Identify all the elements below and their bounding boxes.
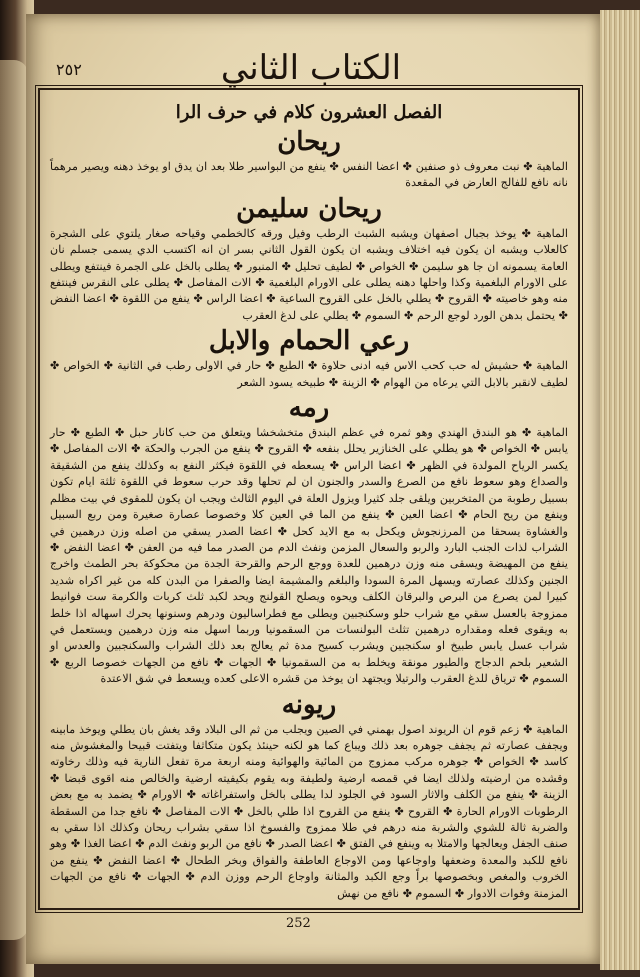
entry-title: ريحان (277, 127, 341, 157)
page-number-top: ٢٥٢ (56, 60, 82, 79)
running-header (26, 48, 600, 92)
entry-rayi-alhamam (50, 326, 568, 391)
entry-rayhan-sulayman (50, 194, 568, 324)
entry-title: رعي الحمام والابل (208, 326, 410, 357)
entry-text: الماهية ✤ هو البندق الهندي وهو ثمره في عظم البندق متخشخشا ويتعلق من حب كانار حبل ✤ الطبع ✤ حار يابس ✤ الخواص ✤ هو يطلي على الخنازير يحلل بنفعه ✤ القروح ✤ ينفع من الجرب والحكة ✤ الات المفاصل ✤ يكسر الرياح المولدة في الظهر ✤ اعضا الراس ✤ يسعطه في اللقوة فيكثر النفع به وكذلك ينفع من الشقيقة والصداع وهو سعوط نافع من الصرع والسدر والجنون ان لم تحلها وقد حرب سعوط في اللقوة ثلثة ايام تكون بسبيل رطوبة من المتخربين ويلقى جلد كثيرا ويزول العلة في اليوم الثالث ويجب ان يكون للمقوى في بيت مظلم وينفع من ريح الحام ✤ اعضا العين ✤ ينفع من الما في العين كلا وخصوصا عصارة صغيرة ومن ربع السبيل والغشاوة يسحقا من المرزنجوش ويكحل به مع الايد كحل ✤ اعضا الصدر يسقي من اصله وزن درهمين في الشراب لذات الجنب البارد والربو والسعال المزمن ونفث الدم من الصدر مما فيه من العفن ✤ اعضا النفض ✤ ينفع من المهيضة ويسقى منه وزن درهمين للعدة ووجع الرحم والقرحة الجدة من محكوكة بحر الطمث واخرج الجنين وكذلك عصارته ويسهل المرة السودا والبلغم والمشيمة ايضا والصفرا من البدن كله من غير اكراه شديد كبيرا لمن يصرع من البرص والبرقان الكلف ويحوه ويصلح القولنج ويحد لكبد ثلث كربات والكرمة ست فوانيط ممزوجة بالعسل سقي مع شراب حلو وسكنجبين ويطلى مع فطراساليون ودرهم وسنونها يحرك اسهاله اذا خلط به ويقوى فعله ومقداره درهمين تثلث البولنسات من السقمونيا وربما اسهل منه وزن درهمين ويستعمل في شراب عسل يابس طبيخ او سكنجبين ويشرب كسيح مدة ثم يعالج بعد ذلك الشراب والسكنجبين والعدس او الشعير بلحم الدجاج والطيور مونقة ويخلط به من السقمونيا ✤ الجهات ✤ نافع من الجهات خصوصا الربع ✤ السموم ✤ ترياق للدغ العقرب والرتيلا ويجتهد ان يوخذ من قشره الاعلى كعده ويسعط في شق الاعتدة (50, 426, 568, 686)
chapter-heading: الفصل العشرون كلام في حرف الرا (175, 102, 443, 123)
entry-text: الماهية ✤ يوخذ بجبال اصفهان ويشبه الشبث الرطب وفيل ورقه كالخطمي وقياحه صغار يلتوي على الشجرة كالعلاب ويشبه ان يكون فيه اختلاف ويشبه ان يكون القول الثاني بسر ان انه اكتسب الدي يسمى جسلم نان العامة يسمونه ان جا هو سليمن ✤ الخواص ✤ لطيف تحليل ✤ المنبور ✤ يطلى بالخل على الجمرة فينتفع ويطلى على الاورام البلغمية وكذا واحلها دهنه يطلى على الاورام البلغمية ✤ الات المفاصل ✤ يطلى على النقرس فينتفع منه وهو خاصيته ✤ القروح ✤ يطلي بالخل على القروح الساعية ✤ اعضا الراس ✤ ينفع من اللقوة ✤ اعضا النفض ✤ يحتمل بدهن الورد لوجع الرحم ✤ السموم ✤ يطلي على لدغ العقرب (50, 226, 568, 322)
entry-ramah (50, 393, 568, 688)
previous-page-edge (0, 60, 28, 940)
page-stack-edge (600, 10, 640, 970)
entry-rayhan (50, 127, 568, 192)
page-content (50, 96, 568, 902)
entry-text: الماهية ✤ زعم قوم ان الريوند اصول بهمني في الصين ويجلب من ثم الى البلاد وقد يغش بان يطلي ويوخذ مابينه ويجفف عصارته ثم يجفف جوهره بعد ذلك ويباع كما هو لكنه حينئذ يكون متكاثفا ويتفتت قبيحا والمغشوش منه كاسد ✤ الخواص ✤ جوهره مركب ممزوج من المائية والهوائية ومنه اربعة مرة تفعل النارية فيه وذلك رخاوته وقشده من ارضيته ولذلك ايضا في قمصه ارضية ولطيفة وبه يقوم بكيفيته ارضية والخالص منه اقوى قبضا ✤ الزينة ✤ ينفع من الكلف والاثار السود في الجلود لدا يطلى بالخل واستفراغاته ✤ الاورام ✤ يضمد به مع بعض الرطوبات الاورام الحارة ✤ القروح ✤ ينفع من القروح اذا طلي بالخل ✤ الات المفاصل ✤ نافع جدا من السقطة والضربة ثالة للشوي والشربة منه درهم في طلا ممزوج والفسوخ اذا سقي بشراب ريحان وكذلك اذا سقي به صنف الجفل ويعالجها والامتلا به وينفع في الفتق ✤ اعضا الصدر ✤ نافع من الربو ونفث الدم ✤ اعضا الغذا ✤ وهو نافع للكبد والمعدة وضعفها واوجاعها ومن الاوجاع العاطفة والفواق وبخر الطحال ✤ اعضا النفض ✤ ينفع من الخروب والمغص وبخصوصها براً وجع الكبد والمثانة واوجاع الرحم ووزن الدم ✤ الجهات ✤ نافع من الجهات المزمنة وفوات الادوار ✤ السموم ✤ نافع من نهش (50, 722, 568, 900)
entry-rawand (50, 690, 568, 902)
page-number-bottom: 252 (286, 916, 311, 931)
text-frame (38, 88, 580, 910)
book-title: الكتاب الثاني (220, 48, 402, 88)
entry-title: ريحان سليمن (236, 193, 382, 224)
entry-text: الماهية ✤ نبت معروف ذو صنفين ✤ اعضا النفس ✤ ينفع من البواسير طلا بعد ان يدق او يوخذ دهنه ويصير مرهماً نانه نافع للفالج العارض في المقعدة (50, 160, 568, 190)
entry-text: الماهية ✤ حشيش له حب كحب الاس فيه ادنى حلاوة ✤ الطبع ✤ حار في الاولى رطب في الثانية ✤ الخواص ✤ لطيف لانقبر بالابل التي يرعاه من الهوام ✤ الزينة ✤ طبيخه يسود الشعر (50, 359, 568, 389)
entry-title: ريونه (281, 689, 337, 720)
entry-title: رمه (288, 393, 330, 424)
book-page (26, 14, 600, 964)
